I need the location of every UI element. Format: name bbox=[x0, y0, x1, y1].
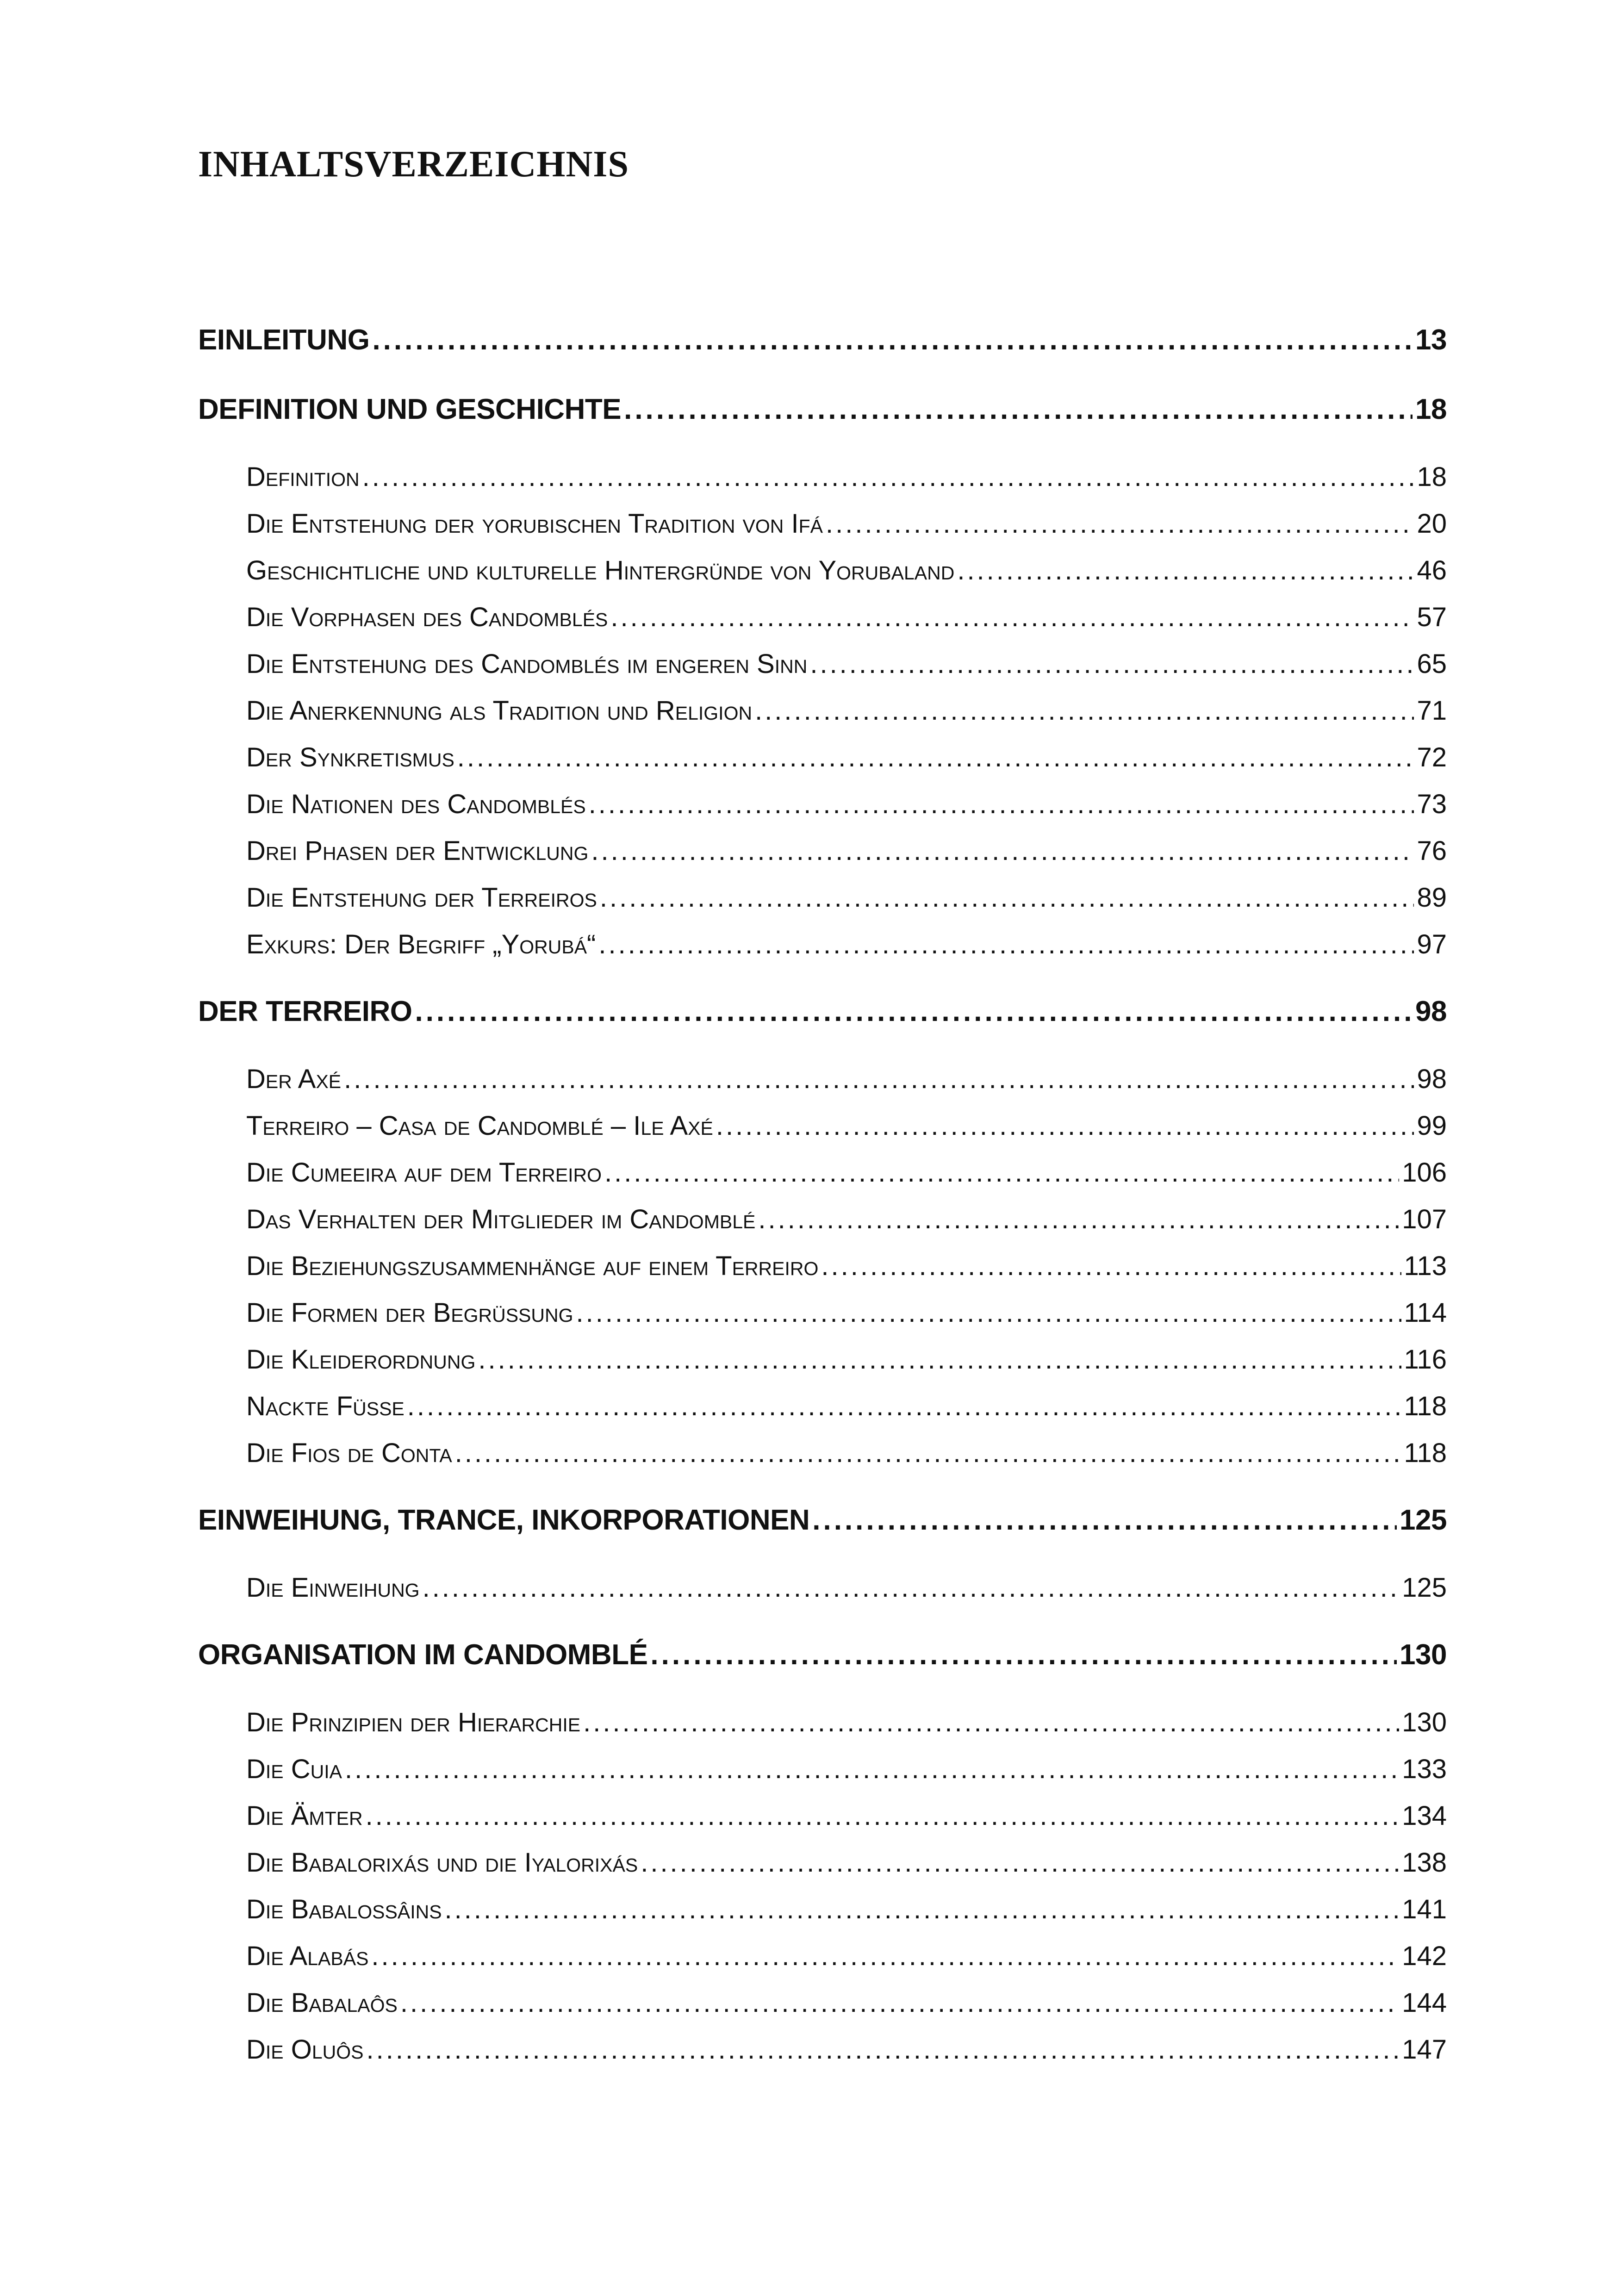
toc-section-entry[interactable] bbox=[246, 500, 1447, 547]
dot-leader bbox=[366, 1792, 1400, 1839]
section-list bbox=[198, 444, 1447, 977]
section-list bbox=[198, 1046, 1447, 1486]
toc-section-entry[interactable] bbox=[246, 1746, 1447, 1792]
section-list bbox=[198, 1690, 1447, 2082]
dot-leader bbox=[423, 1564, 1400, 1611]
page-number: 141 bbox=[1402, 1894, 1447, 1924]
section-title: Die Babalaôs bbox=[246, 1988, 398, 2018]
dot-leader bbox=[407, 1383, 1401, 1430]
toc-chapter-group bbox=[198, 1486, 1447, 1620]
dot-leader bbox=[957, 547, 1414, 594]
page-number: 130 bbox=[1402, 1707, 1447, 1737]
toc-section-entry[interactable] bbox=[246, 1933, 1447, 1979]
toc-section-entry[interactable] bbox=[246, 454, 1447, 500]
section-title: Die Prinzipien der Hierarchie bbox=[246, 1707, 581, 1737]
page-number: 118 bbox=[1404, 1391, 1447, 1421]
toc-section-entry[interactable] bbox=[246, 1336, 1447, 1383]
toc-section-entry[interactable] bbox=[246, 921, 1447, 968]
dot-leader bbox=[591, 828, 1414, 874]
page-number: 116 bbox=[1404, 1344, 1447, 1375]
dot-leader bbox=[457, 734, 1414, 781]
toc-section-entry[interactable] bbox=[246, 641, 1447, 687]
page-number: 113 bbox=[1404, 1251, 1447, 1281]
page-number: 98 bbox=[1415, 996, 1447, 1027]
dot-leader bbox=[812, 1486, 1397, 1555]
page-number: 107 bbox=[1402, 1204, 1447, 1234]
toc-section-entry[interactable] bbox=[246, 1196, 1447, 1243]
dot-leader bbox=[372, 305, 1413, 375]
dot-leader bbox=[600, 874, 1414, 921]
page-number: 46 bbox=[1417, 555, 1447, 585]
toc-section-entry[interactable] bbox=[246, 1699, 1447, 1746]
page-number: 72 bbox=[1417, 742, 1447, 772]
toc-section-entry[interactable] bbox=[246, 1149, 1447, 1196]
dot-leader bbox=[598, 921, 1414, 968]
page-number: 20 bbox=[1417, 509, 1447, 539]
toc-section-entry[interactable] bbox=[246, 594, 1447, 641]
section-title: Die Cuia bbox=[246, 1754, 342, 1784]
section-title: Die Beziehungszusammenhänge auf einem Terreiro bbox=[246, 1251, 819, 1281]
dot-leader bbox=[478, 1336, 1401, 1383]
toc-section-entry[interactable] bbox=[246, 1564, 1447, 1611]
toc-chapter-entry[interactable] bbox=[198, 305, 1447, 375]
section-title: Der Axé bbox=[246, 1064, 342, 1094]
page-number: 18 bbox=[1417, 462, 1447, 492]
toc-section-entry[interactable] bbox=[246, 1056, 1447, 1102]
dot-leader bbox=[455, 1430, 1401, 1476]
toc-chapter-group bbox=[198, 375, 1447, 977]
page-number: 76 bbox=[1417, 836, 1447, 866]
page-number: 118 bbox=[1404, 1438, 1447, 1468]
toc-section-entry[interactable] bbox=[246, 1979, 1447, 2026]
dot-leader bbox=[821, 1243, 1401, 1289]
section-title: Drei Phasen der Entwicklung bbox=[246, 836, 589, 866]
toc-chapter-group bbox=[198, 305, 1447, 375]
section-title: Die Oluôs bbox=[246, 2035, 364, 2065]
toc-chapter-entry[interactable] bbox=[198, 375, 1447, 444]
section-title: Die Babalossâins bbox=[246, 1894, 442, 1924]
chapter-title: DER TERREIRO bbox=[198, 996, 412, 1027]
section-title: Definition bbox=[246, 462, 360, 492]
page-number: 73 bbox=[1417, 789, 1447, 819]
section-title: Die Entstehung des Candomblés im engeren Sinn bbox=[246, 649, 808, 679]
section-title: Die Vorphasen des Candomblés bbox=[246, 602, 608, 632]
page-number: 114 bbox=[1404, 1298, 1447, 1328]
page-number: 125 bbox=[1402, 1573, 1447, 1603]
dot-leader bbox=[344, 1056, 1414, 1102]
page-number: 144 bbox=[1402, 1988, 1447, 2018]
page-number: 130 bbox=[1400, 1639, 1447, 1671]
page-number: 97 bbox=[1417, 929, 1447, 959]
page-number: 125 bbox=[1400, 1504, 1447, 1536]
chapter-title: EINWEIHUNG, TRANCE, INKORPORATIONEN bbox=[198, 1504, 810, 1536]
section-title: Die Cumeeira auf dem Terreiro bbox=[246, 1157, 602, 1188]
section-title: Die Entstehung der Terreiros bbox=[246, 883, 597, 913]
dot-leader bbox=[415, 977, 1413, 1046]
section-title: Nackte Füße bbox=[246, 1391, 404, 1421]
section-title: Die Babalorixás und die Iyalorixás bbox=[246, 1848, 638, 1878]
dot-leader bbox=[604, 1149, 1399, 1196]
toc-chapter-group bbox=[198, 1620, 1447, 2082]
section-title: Der Synkretismus bbox=[246, 742, 454, 772]
toc-section-entry[interactable] bbox=[246, 828, 1447, 874]
toc-chapter-group bbox=[198, 977, 1447, 1486]
dot-leader bbox=[810, 641, 1414, 687]
page-number: 18 bbox=[1415, 393, 1447, 425]
dot-leader bbox=[583, 1699, 1399, 1746]
dot-leader bbox=[367, 2026, 1400, 2073]
page-number: 57 bbox=[1417, 602, 1447, 632]
dot-leader bbox=[650, 1620, 1397, 1690]
toc-section-entry[interactable] bbox=[246, 1383, 1447, 1430]
dot-leader bbox=[716, 1102, 1414, 1149]
toc-section-entry[interactable] bbox=[246, 874, 1447, 921]
page-number: 71 bbox=[1417, 696, 1447, 726]
page-number: 133 bbox=[1402, 1754, 1447, 1784]
section-title: Die Kleiderordnung bbox=[246, 1344, 476, 1375]
toc-section-entry[interactable] bbox=[246, 1839, 1447, 1886]
toc-section-entry[interactable] bbox=[246, 1792, 1447, 1839]
table-of-contents bbox=[198, 305, 1447, 2082]
toc-section-entry[interactable] bbox=[246, 1102, 1447, 1149]
page-title: INHALTSVERZEICHNIS bbox=[198, 144, 629, 185]
section-title: Terreiro – Casa de Candomblé – Ile Axé bbox=[246, 1111, 713, 1141]
page-number: 98 bbox=[1417, 1064, 1447, 1094]
toc-chapter-entry[interactable] bbox=[198, 977, 1447, 1046]
section-title: Exkurs: Der Begriff „Yorubá“ bbox=[246, 929, 596, 959]
dot-leader bbox=[758, 1196, 1399, 1243]
toc-section-entry[interactable] bbox=[246, 547, 1447, 594]
chapter-title: DEFINITION UND GESCHICHTE bbox=[198, 393, 622, 425]
page-number: 65 bbox=[1417, 649, 1447, 679]
page-number: 99 bbox=[1417, 1111, 1447, 1141]
section-title: Die Entstehung der yorubischen Tradition von Ifá bbox=[246, 509, 823, 539]
page-number: 13 bbox=[1415, 324, 1447, 356]
section-title: Geschichtliche und kulturelle Hintergründe von Yorubaland bbox=[246, 555, 955, 585]
dot-leader bbox=[362, 454, 1414, 500]
toc-section-entry[interactable] bbox=[246, 1243, 1447, 1289]
section-title: Die Nationen des Candomblés bbox=[246, 789, 586, 819]
dot-leader bbox=[624, 375, 1413, 444]
page-number: 89 bbox=[1417, 883, 1447, 913]
page-number: 147 bbox=[1402, 2035, 1447, 2065]
toc-chapter-entry[interactable] bbox=[198, 1486, 1447, 1555]
toc-section-entry[interactable] bbox=[246, 734, 1447, 781]
dot-leader bbox=[576, 1289, 1401, 1336]
section-title: Das Verhalten der Mitglieder im Candomblé bbox=[246, 1204, 756, 1234]
toc-section-entry[interactable] bbox=[246, 2026, 1447, 2073]
page-number: 106 bbox=[1402, 1157, 1447, 1188]
toc-section-entry[interactable] bbox=[246, 1289, 1447, 1336]
section-title: Die Einweihung bbox=[246, 1573, 420, 1603]
page-number: 134 bbox=[1402, 1801, 1447, 1831]
chapter-title: ORGANISATION IM CANDOMBLÉ bbox=[198, 1639, 648, 1671]
dot-leader bbox=[400, 1979, 1399, 2026]
section-title: Die Formen der Begrüßung bbox=[246, 1298, 573, 1328]
dot-leader bbox=[345, 1746, 1399, 1792]
toc-section-entry[interactable] bbox=[246, 781, 1447, 828]
toc-section-entry[interactable] bbox=[246, 1430, 1447, 1476]
chapter-title: EINLEITUNG bbox=[198, 324, 370, 356]
dot-leader bbox=[826, 500, 1414, 547]
page-number: 138 bbox=[1402, 1848, 1447, 1878]
section-title: Die Alabás bbox=[246, 1941, 369, 1971]
toc-section-entry[interactable] bbox=[246, 1886, 1447, 1933]
dot-leader bbox=[610, 594, 1414, 641]
dot-leader bbox=[445, 1886, 1400, 1933]
section-title: Die Fios de Conta bbox=[246, 1438, 452, 1468]
dot-leader bbox=[371, 1933, 1399, 1979]
dot-leader bbox=[589, 781, 1414, 828]
toc-section-entry[interactable] bbox=[246, 687, 1447, 734]
toc-chapter-entry[interactable] bbox=[198, 1620, 1447, 1690]
dot-leader bbox=[755, 687, 1414, 734]
section-title: Die Anerkennung als Tradition und Religion bbox=[246, 696, 753, 726]
dot-leader bbox=[641, 1839, 1399, 1886]
section-title: Die Ämter bbox=[246, 1801, 363, 1831]
section-list bbox=[198, 1555, 1447, 1620]
page-number: 142 bbox=[1402, 1941, 1447, 1971]
